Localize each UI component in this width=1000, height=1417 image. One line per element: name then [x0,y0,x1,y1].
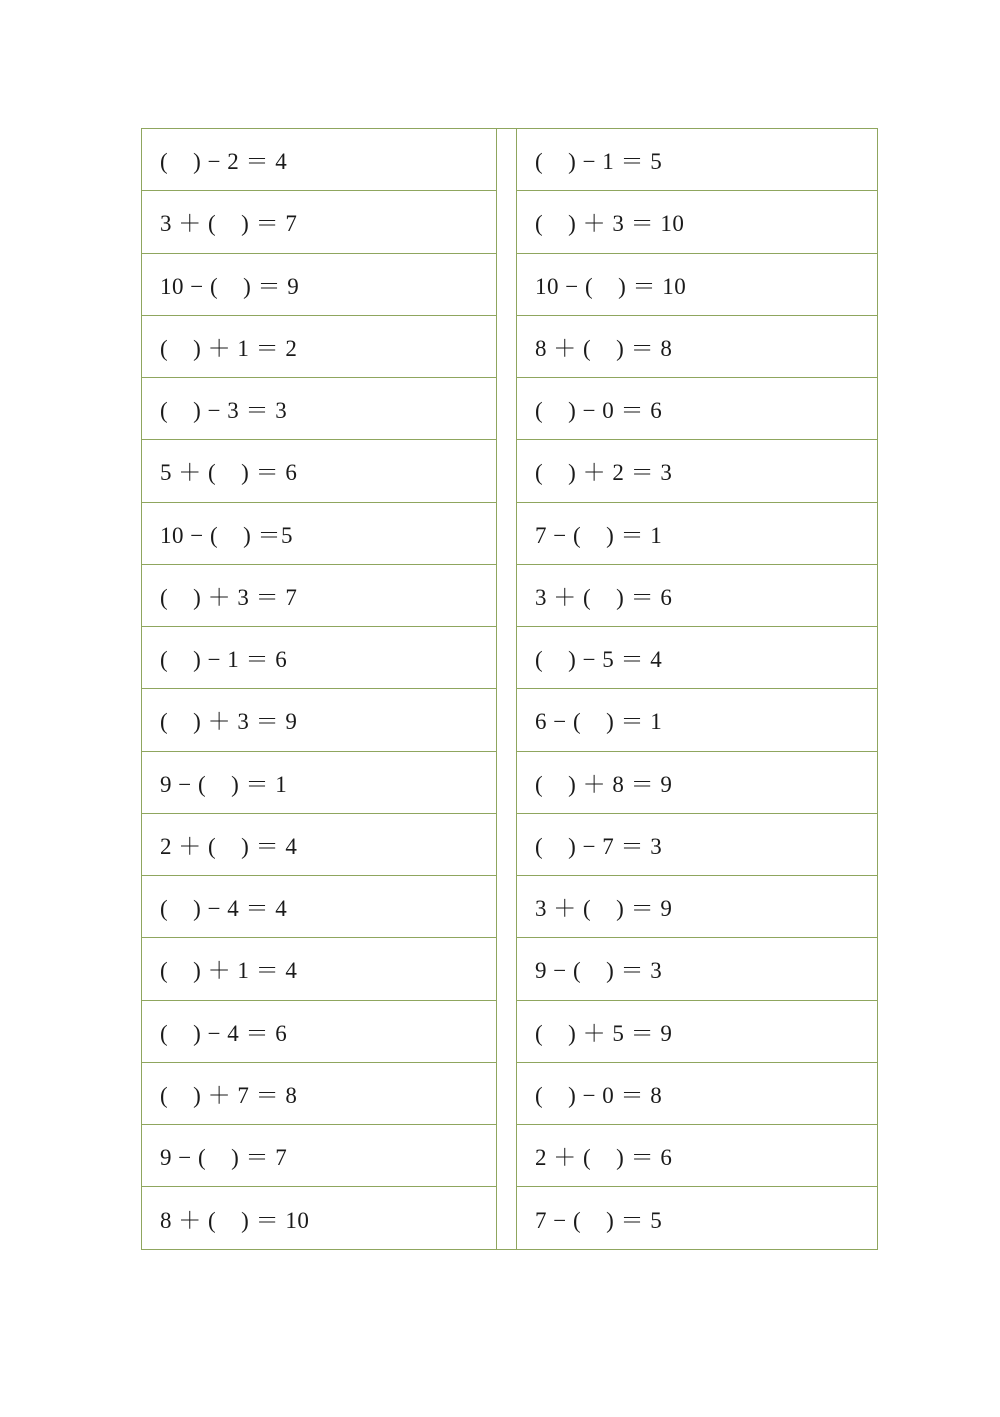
equation-cell: ( ) ＋ 2 ＝ 3 [517,440,877,502]
equation-cell: 9 − ( ) ＝ 1 [142,752,496,814]
equation-cell: ( ) − 4 ＝ 4 [142,876,496,938]
equation-cell: ( ) ＋ 1 ＝ 4 [142,938,496,1000]
equation-cell: 7 − ( ) ＝ 1 [517,503,877,565]
equation-cell: 7 − ( ) ＝ 5 [535,1207,663,1233]
equation-cell: 10 − ( ) ＝5 [142,503,496,565]
equation-cell: 5 ＋ ( ) ＝ 6 [142,440,496,502]
equation-cell: 3 ＋ ( ) ＝ 7 [142,191,496,253]
equation-cell: ( ) ＋ 3 ＝ 9 [142,689,496,751]
equation-cell: 10 − ( ) ＝ 10 [517,254,877,316]
equation-cell: 3 ＋ ( ) ＝ 6 [517,565,877,627]
equation-cell: 8 ＋ ( ) ＝ 10 [160,1207,310,1233]
equation-cell: ( ) − 1 ＝ 6 [142,627,496,689]
equation-cell: ( ) − 4 ＝ 6 [142,1001,496,1063]
equation-cell: ( ) − 7 ＝ 3 [517,814,877,876]
equation-cell: 6 − ( ) ＝ 1 [517,689,877,751]
left-equation-column [141,128,497,1250]
equation-cell: 8 ＋ ( ) ＝ 8 [517,316,877,378]
equation-cell: 3 ＋ ( ) ＝ 9 [517,876,877,938]
column-divider [497,128,516,1250]
equation-cell: 2 ＋ ( ) ＝ 4 [142,814,496,876]
equation-cell: ( ) − 1 ＝ 5 [517,129,877,191]
equation-cell: ( ) ＋ 1 ＝ 2 [142,316,496,378]
equation-cell: ( ) − 2 ＝ 4 [142,129,496,191]
equation-cell: ( ) − 0 ＝ 8 [517,1063,877,1125]
equation-cell: 9 − ( ) ＝ 3 [517,938,877,1000]
right-equation-column [516,128,878,1250]
equation-cell: 2 ＋ ( ) ＝ 6 [517,1125,877,1187]
equation-cell: ( ) − 5 ＝ 4 [517,627,877,689]
worksheet [141,128,878,1250]
equation-cell: ( ) ＋ 3 ＝ 10 [517,191,877,253]
equation-cell: 10 − ( ) ＝ 9 [142,254,496,316]
equation-cell: 9 − ( ) ＝ 7 [142,1125,496,1187]
equation-cell: ( ) ＋ 5 ＝ 9 [517,1001,877,1063]
equation-cell: ( ) − 0 ＝ 6 [517,378,877,440]
equation-cell: ( ) ＋ 7 ＝ 8 [142,1063,496,1125]
equation-cell: ( ) ＋ 8 ＝ 9 [517,752,877,814]
equation-cell: ( ) ＋ 3 ＝ 7 [142,565,496,627]
equation-cell: ( ) − 3 ＝ 3 [142,378,496,440]
